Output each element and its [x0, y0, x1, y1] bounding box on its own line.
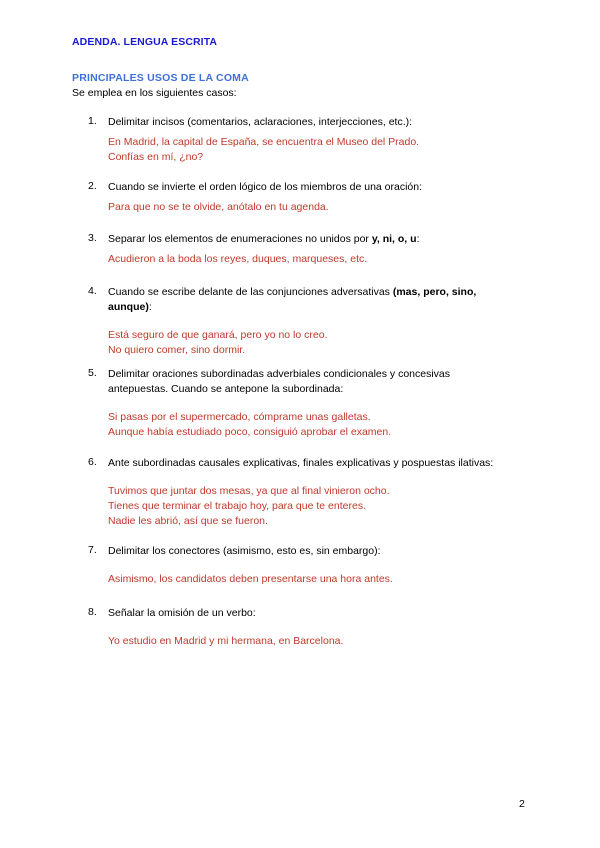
list-item-6 — [88, 456, 508, 529]
item-text — [108, 285, 508, 315]
example-line: Nadie les abrió, así que se fueron. — [108, 515, 268, 527]
document-header: ADENDA. LENGUA ESCRITA — [72, 36, 218, 48]
item-examples — [108, 484, 508, 529]
item-examples — [108, 328, 508, 358]
item-examples — [108, 572, 508, 587]
list-item-7 — [88, 544, 508, 587]
item-number: 6. — [88, 456, 97, 468]
item-number: 3. — [88, 232, 97, 244]
example-line: Está seguro de que ganará, pero yo no lo creo. — [108, 329, 328, 341]
example-line: Para que no se te olvide, anótalo en tu agenda. — [108, 201, 329, 213]
item-text — [108, 232, 508, 247]
item-text: Delimitar incisos (comentarios, aclaraciones, interjecciones, etc.): — [108, 116, 413, 128]
example-line: En Madrid, la capital de España, se encuentra el Museo del Prado. — [108, 136, 420, 148]
section-title: PRINCIPALES USOS DE LA COMA — [72, 72, 249, 84]
item-text-part: : — [148, 301, 152, 313]
item-text-part: : — [416, 233, 420, 245]
example-line: Tuvimos que juntar dos mesas, ya que al final vinieron ocho. — [108, 485, 390, 497]
item-number: 2. — [88, 180, 97, 192]
page-number: 2 — [519, 798, 525, 810]
example-line: Tienes que terminar el trabajo hoy, para que te enteres. — [108, 500, 366, 512]
item-text: Cuando se invierte el orden lógico de los miembros de una oración: — [108, 181, 423, 193]
item-examples — [108, 200, 508, 215]
example-line: Si pasas por el supermercado, cómprame unas galletas. — [108, 411, 371, 423]
item-examples — [108, 135, 508, 165]
item-text-part: Separar los elementos de enumeraciones no unidos por — [108, 233, 372, 245]
example-line: Yo estudio en Madrid y mi hermana, en Barcelona. — [108, 635, 344, 647]
item-text-bold: (mas, pero, sino, aunque) — [108, 286, 477, 313]
example-line: Acudieron a la boda los reyes, duques, marqueses, etc. — [108, 253, 368, 265]
list-item-8 — [88, 606, 508, 649]
item-examples — [108, 410, 508, 440]
item-text: Ante subordinadas causales explicativas, finales explicativas y pospuestas ilativas: — [108, 457, 494, 469]
item-number: 5. — [88, 367, 97, 379]
list-item-1 — [88, 115, 508, 165]
item-text: Delimitar oraciones subordinadas adverbiales condicionales y concesivas antepuestas. Cuando se antepone la subordinada: — [108, 368, 451, 395]
example-line: Confías en mí, ¿no? — [108, 151, 204, 163]
item-examples — [108, 252, 508, 267]
list-item-2 — [88, 180, 508, 215]
item-number: 1. — [88, 115, 97, 127]
example-line: Asimismo, los candidatos deben presentarse una hora antes. — [108, 573, 393, 585]
item-text-part: Cuando se escribe delante de las conjunciones adversativas — [108, 286, 393, 298]
section-intro: Se emplea en los siguientes casos: — [72, 87, 237, 99]
item-text: Delimitar los conectores (asimismo, esto es, sin embargo): — [108, 545, 381, 557]
list-item-3 — [88, 232, 508, 267]
item-number: 4. — [88, 285, 97, 297]
list-item-4 — [88, 285, 508, 358]
item-number: 8. — [88, 606, 97, 618]
item-text-bold: y, ni, o, u — [371, 233, 417, 245]
item-number: 7. — [88, 544, 97, 556]
item-examples — [108, 634, 508, 649]
item-text: Señalar la omisión de un verbo: — [108, 607, 256, 619]
list-item-5 — [88, 367, 508, 440]
example-line: Aunque había estudiado poco, consiguió aprobar el examen. — [108, 426, 392, 438]
example-line: No quiero comer, sino dormir. — [108, 344, 246, 356]
